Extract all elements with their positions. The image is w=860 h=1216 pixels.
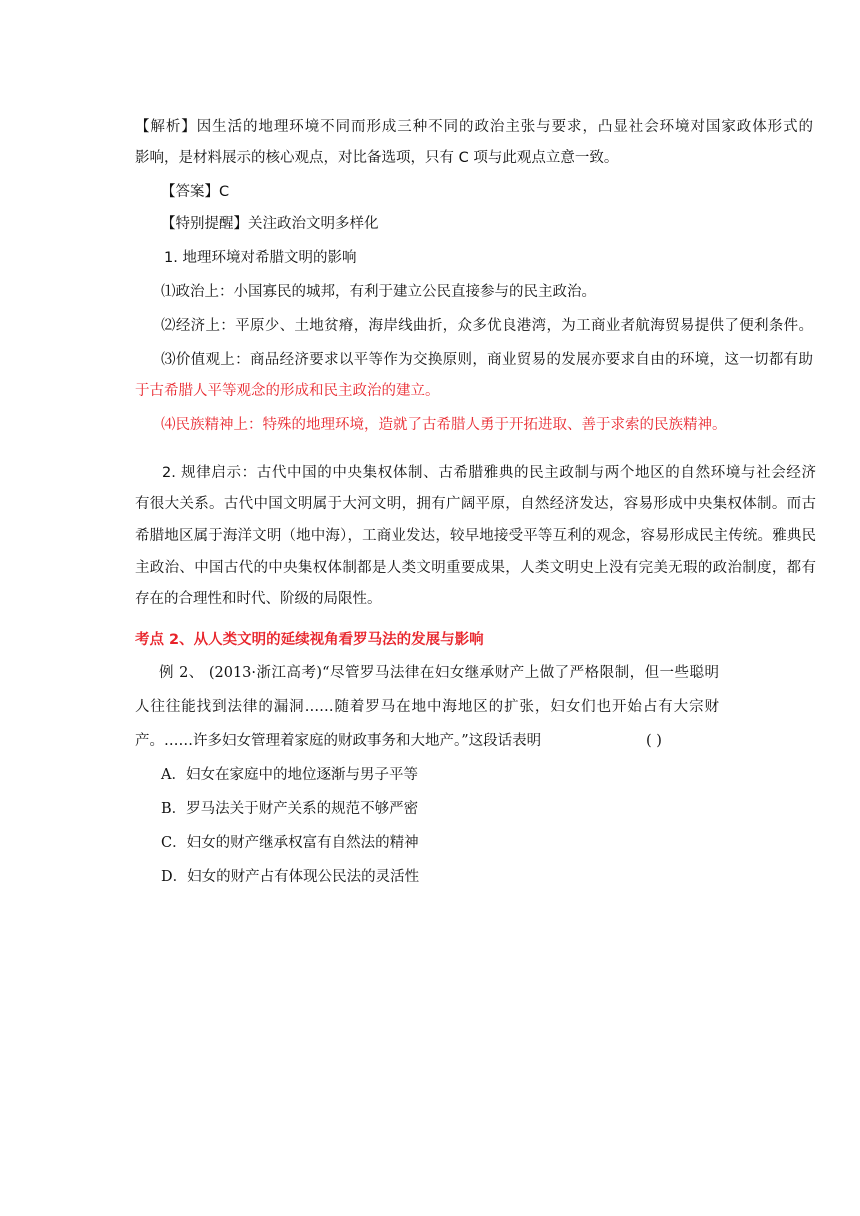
example-line-3: 产。……许多妇女管理着家庭的财政事务和大地产。”这段话表明 (135, 733, 542, 749)
answer-label: 【答案】C (161, 184, 230, 200)
example-line-2: 人往往能找到法律的漏洞……随着罗马在地中海地区的扩张，妇女们也开始占有大宗财 (135, 699, 719, 715)
tip-item-1-title: 1. 地理环境对希腊文明的影响 (164, 250, 357, 266)
option-c: C．妇女的财产继承权富有自然法的精神 (161, 835, 419, 851)
analysis-line-2: 影响，是材料展示的核心观点，对比备选项，只有 C 项与此观点立意一致。 (135, 150, 619, 166)
tip-item-2-line-5: 存在的合理性和时代、阶级的局限性。 (135, 591, 382, 607)
option-a: A．妇女在家庭中的地位逐渐与男子平等 (161, 767, 418, 783)
tip-values-paragraph-line-2: 于古希腊人平等观念的形成和民主政治的建立。 (135, 383, 440, 399)
tip-item-2-line-4: 主政治、中国古代的中央集权体制都是人类文明重要成果，人类文明史上没有完美无瑕的政治制度，都有 (135, 560, 816, 576)
option-b: B．罗马法关于财产关系的规范不够严密 (161, 801, 419, 817)
tip-item-2-line-1: 2. 规律启示：古代中国的中央集权体制、古希腊雅典的民主政制与两个地区的自然环境与社会经济 (162, 465, 816, 481)
tip-item-2-line-2: 有很大关系。古代中国文明属于大河文明，拥有广阔平原，自然经济发达，容易形成中央集权体制。而古 (135, 496, 816, 512)
example-line-1: 例 2、 (2013·浙江高考)“尽管罗马法律在妇女继承财产上做了严格限制，但一些聪明 (159, 665, 719, 681)
tip-economy-paragraph: ⑵经济上：平原少、土地贫瘠，海岸线曲折，众多优良港湾，为工商业者航海贸易提供了便利条件。 (161, 318, 813, 334)
tip-heading: 【特别提醒】关注政治文明多样化 (161, 216, 379, 232)
tip-politics-paragraph: ⑴政治上：小国寡民的城邦，有利于建立公民直接参与的民主政治。 (161, 284, 596, 300)
option-d: D．妇女的财产占有体现公民法的灵活性 (161, 869, 420, 885)
analysis-line-1: 【解析】因生活的地理环境不同而形成三种不同的政治主张与要求，凸显社会环境对国家政体形式的 (135, 119, 813, 135)
tip-item-2-line-3: 希腊地区属于海洋文明（地中海），工商业发达，较早地接受平等互利的观念，容易形成民主传统。雅典民 (135, 528, 816, 544)
tip-values-paragraph-line-1: ⑶价值观上：商品经济要求以平等作为交换原则，商业贸易的发展亦要求自由的环境，这一切都有助 (161, 352, 813, 368)
answer-bracket: ( ) (646, 733, 662, 749)
tip-spirit-paragraph: ⑷民族精神上：特殊的地理环境，造就了古希腊人勇于开拓进取、善于求索的民族精神。 (161, 417, 727, 433)
section-heading: 考点 2、从人类文明的延续视角看罗马法的发展与影响 (135, 632, 484, 648)
